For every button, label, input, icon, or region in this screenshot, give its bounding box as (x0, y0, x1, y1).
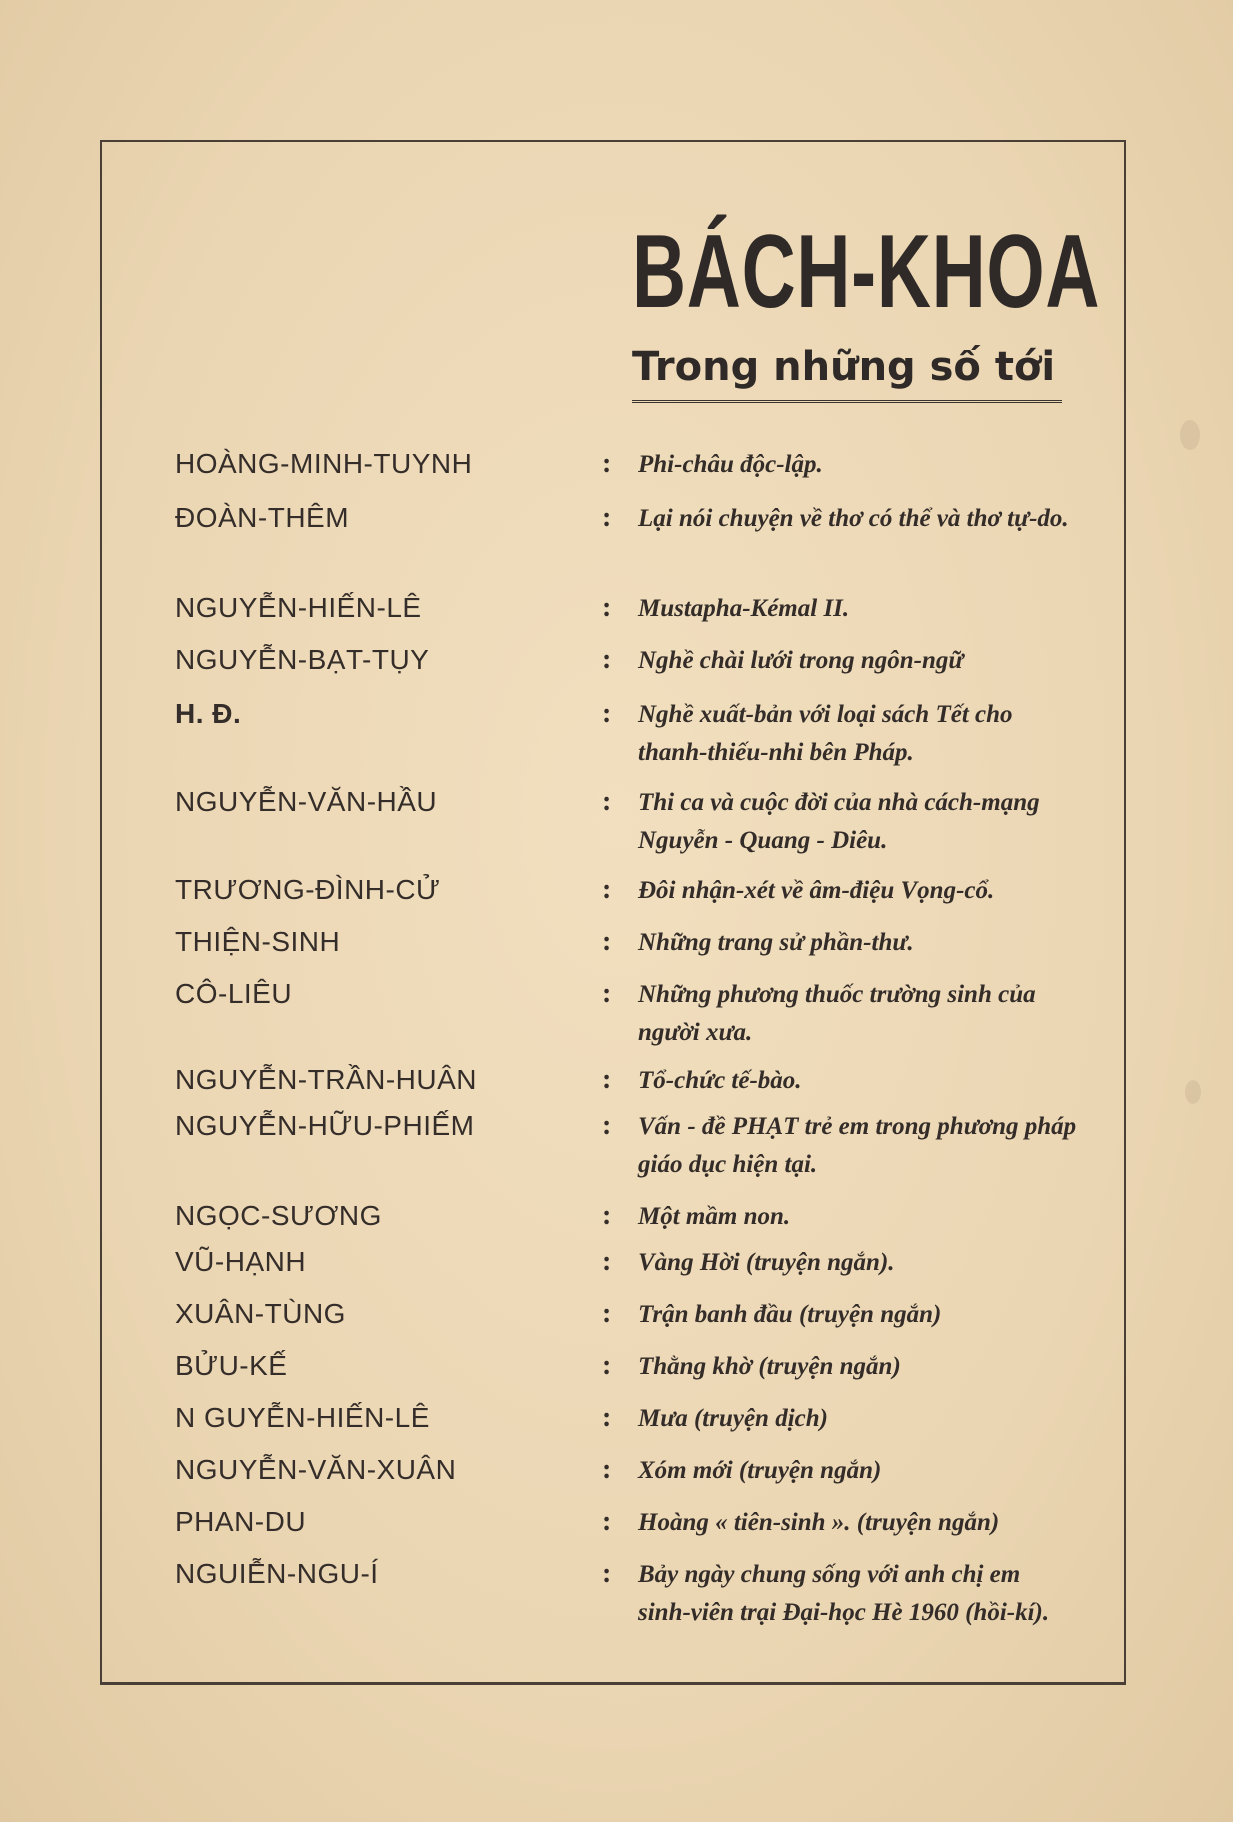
author-name: NGUYỄN-VĂN-XUÂN (175, 1454, 457, 1485)
author-name: TRƯƠNG-ĐÌNH-CỬ (175, 874, 441, 905)
separator: : (602, 978, 612, 1009)
paper-stain (1185, 1080, 1201, 1104)
author-name: NGUYỄN-VĂN-HẦU (175, 786, 438, 817)
article-title: Thi ca và cuộc đời của nhà cách-mạng Nguyễn - Quang - Diêu. (638, 789, 1040, 854)
author-name: VŨ-HẠNH (175, 1246, 307, 1277)
article-title: Vàng Hời (truyện ngắn). (638, 1249, 895, 1276)
author-name: NGUIỄN-NGU-Í (175, 1558, 379, 1589)
separator: : (602, 448, 612, 479)
article-title: Lại nói chuyện về thơ có thể và thơ tự-do. (638, 505, 1069, 532)
article-title: Tổ-chức tế-bào. (638, 1067, 802, 1094)
article-title: Mưa (truyện dịch) (638, 1405, 828, 1432)
article-title: Mustapha-Kémal II. (638, 595, 850, 622)
article-title: Những trang sử phần-thư. (638, 929, 914, 956)
article-title: Phi-châu độc-lập. (638, 451, 823, 478)
article-title: Nghề xuất-bản với loại sách Tết cho thanh-thiếu-nhi bên Pháp. (638, 701, 1013, 766)
author-name: BỬU-KẾ (175, 1350, 288, 1381)
separator: : (602, 644, 612, 675)
article-title: Xóm mới (truyện ngắn) (638, 1457, 882, 1484)
separator: : (602, 592, 612, 623)
magazine-title: BÁCH-KHOA (632, 214, 1101, 330)
author-name: N GUYỄN-HIẾN-LÊ (175, 1402, 430, 1433)
article-title: Những phương thuốc trường sinh của người xưa. (638, 981, 1036, 1046)
article-title: Đôi nhận-xét về âm-điệu Vọng-cổ. (638, 877, 995, 904)
article-title: Thằng khờ (truyện ngắn) (638, 1353, 901, 1380)
separator: : (602, 502, 612, 533)
separator: : (602, 1402, 612, 1433)
separator: : (602, 1298, 612, 1329)
author-name: THIỆN-SINH (175, 926, 341, 957)
author-name: ĐOÀN-THÊM (175, 502, 350, 533)
separator: : (602, 1200, 612, 1231)
magazine-subtitle: Trong những số tới (632, 344, 1062, 403)
article-title: Nghề chài lưới trong ngôn-ngữ (638, 647, 964, 674)
author-name: NGUYỄN-BẠT-TỤY (175, 644, 430, 675)
separator: : (602, 1558, 612, 1589)
author-name: H. Đ. (175, 698, 242, 729)
author-name: NGỌC-SƯƠNG (175, 1200, 382, 1231)
separator: : (602, 1064, 612, 1095)
author-name: PHAN-DU (175, 1506, 307, 1537)
article-title: Hoàng « tiên-sinh ». (truyện ngắn) (638, 1509, 1000, 1536)
separator: : (602, 1454, 612, 1485)
author-name: NGUYỄN-TRẦN-HUÂN (175, 1064, 477, 1095)
article-title: Vấn - đề PHẠT trẻ em trong phương pháp giáo dục hiện tại. (638, 1113, 1077, 1178)
separator: : (602, 1110, 612, 1141)
separator: : (602, 874, 612, 905)
author-name: CÔ-LIÊU (175, 978, 293, 1009)
separator: : (602, 786, 612, 817)
separator: : (602, 1350, 612, 1381)
article-title: Trận banh đầu (truyện ngắn) (638, 1301, 942, 1328)
author-name: HOÀNG-MINH-TUYNH (175, 448, 473, 479)
author-name: NGUYỄN-HỮU-PHIẾM (175, 1110, 475, 1141)
article-title: Bảy ngày chung sống với anh chị em sinh-viên trại Đại-học Hè 1960 (hồi-kí). (638, 1561, 1050, 1626)
author-name: NGUYỄN-HIẾN-LÊ (175, 592, 422, 623)
separator: : (602, 1246, 612, 1277)
masthead (632, 214, 1101, 403)
separator: : (602, 698, 612, 729)
paper-stain (1180, 420, 1200, 450)
separator: : (602, 926, 612, 957)
article-title: Một mầm non. (638, 1203, 791, 1230)
author-name: XUÂN-TÙNG (175, 1298, 346, 1329)
separator: : (602, 1506, 612, 1537)
